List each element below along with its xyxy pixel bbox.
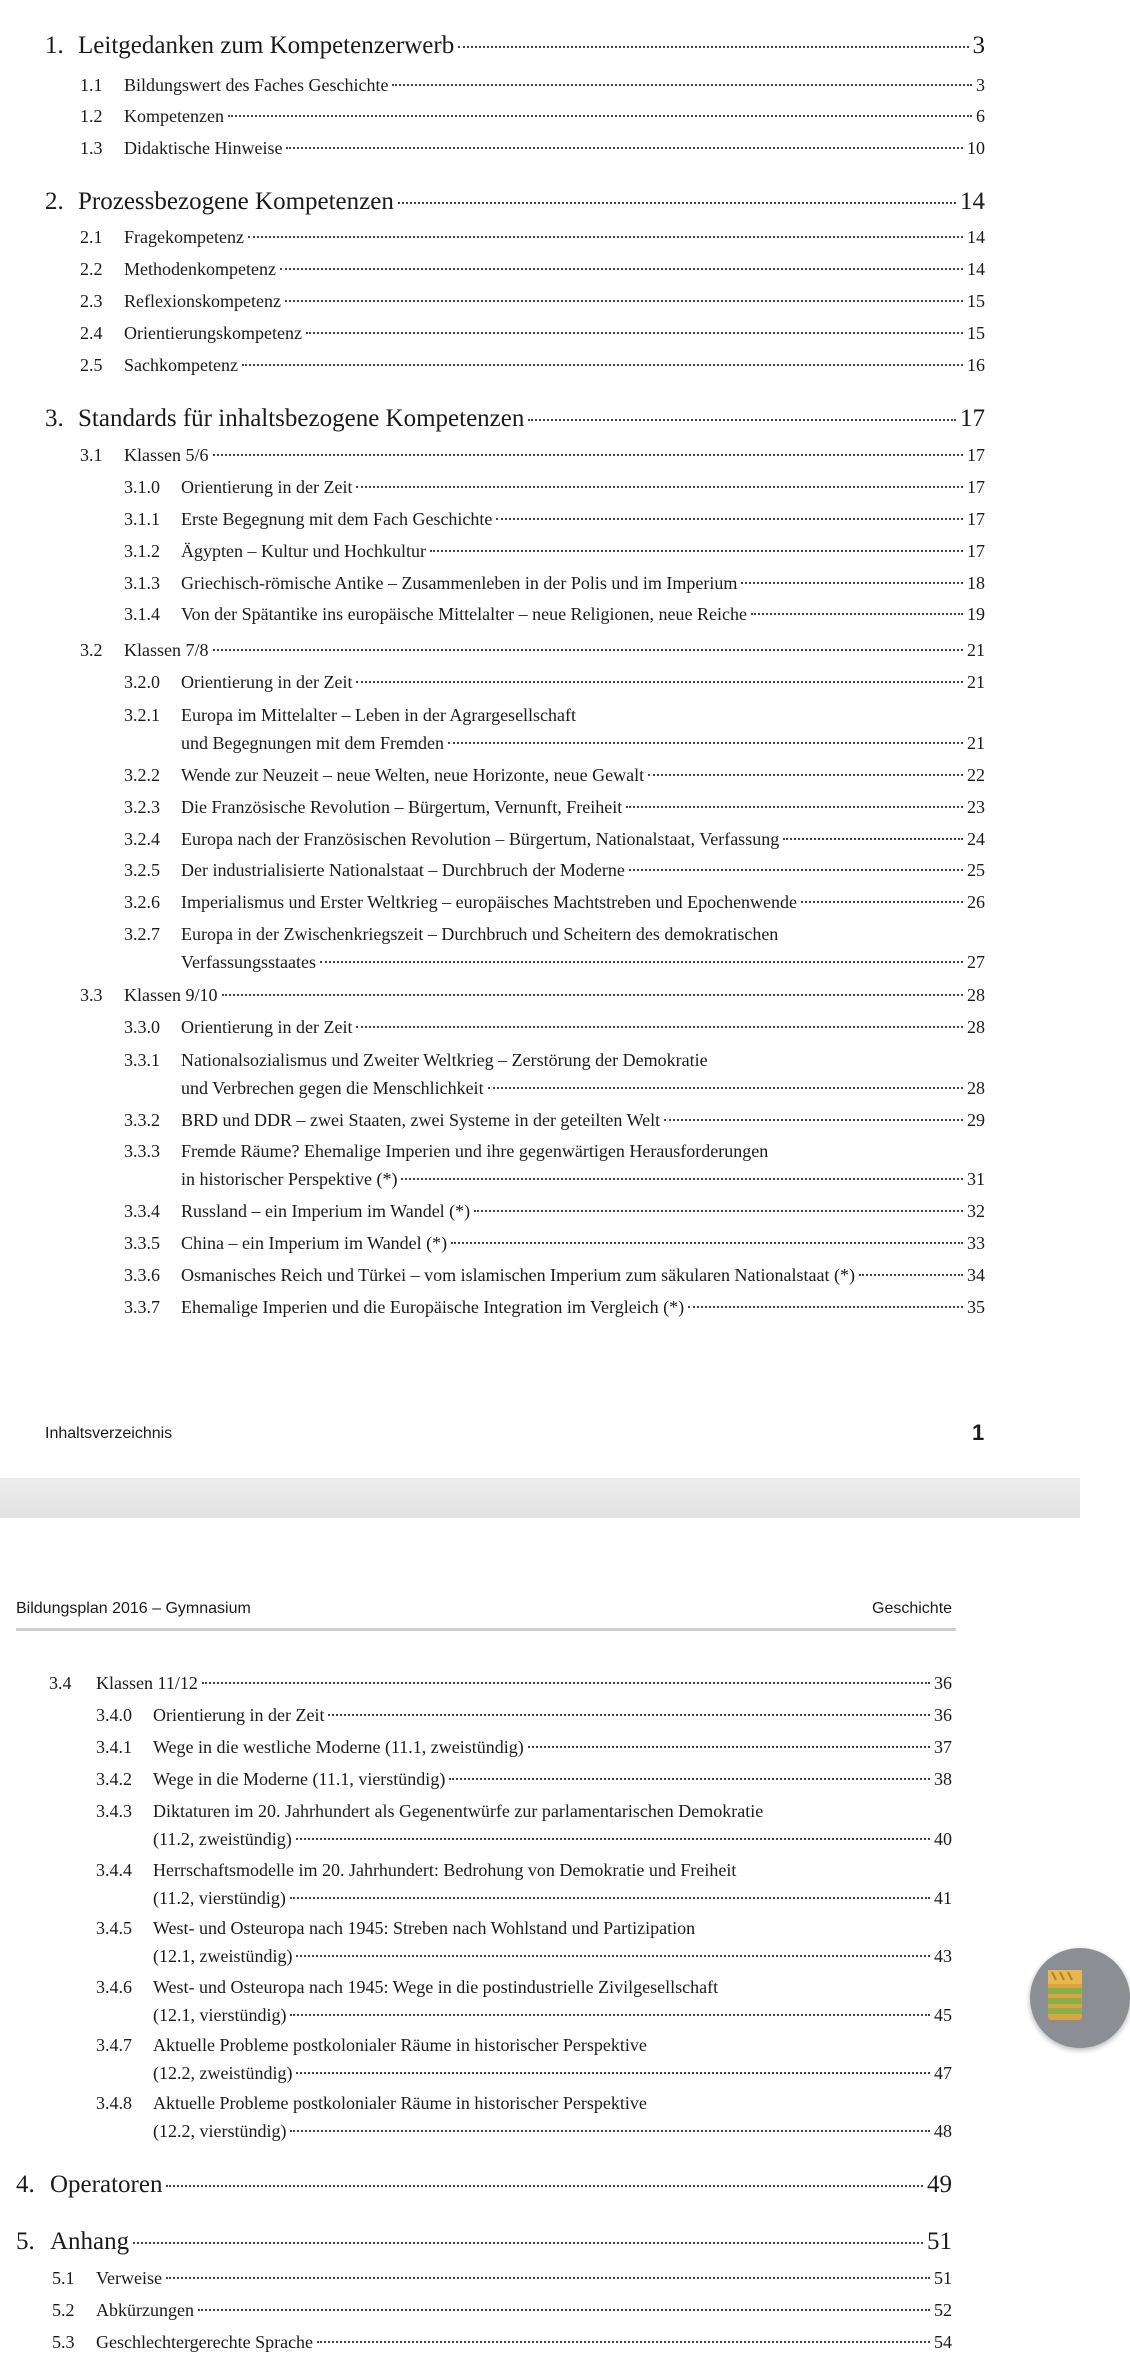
dot-leader	[290, 2130, 930, 2132]
toc-entry[interactable]	[124, 1265, 985, 1286]
dot-leader	[629, 869, 963, 871]
toc-entry-title: Reflexionskompetenz	[124, 291, 281, 311]
dot-leader	[328, 1714, 930, 1716]
toc-entry-title: Klassen 5/6	[124, 445, 209, 465]
toc-entry[interactable]	[124, 829, 985, 850]
toc-entry-number: 3.1.0	[124, 477, 160, 497]
toc-entry-number: 3.1.4	[124, 604, 160, 624]
toc-entry[interactable]	[52, 2300, 952, 2321]
toc-entry-title: Europa in der Zwischenkriegszeit – Durchbruch und Scheitern des demokratischen	[181, 924, 779, 944]
toc-entry-number: 1.1	[80, 75, 103, 95]
dot-leader	[317, 2341, 930, 2343]
toc-entry-number: 3.2.7	[124, 924, 160, 944]
toc-entry-title: Diktaturen im 20. Jahrhundert als Gegenentwürfe zur parlamentarischen Demokratie	[153, 1801, 764, 1821]
dot-leader	[449, 1778, 930, 1780]
page-footer-label: Inhaltsverzeichnis	[45, 1425, 173, 1442]
toc-entry[interactable]	[16, 2228, 952, 2256]
toc-entry[interactable]	[52, 2332, 952, 2353]
toc-entry-page: 36	[934, 1705, 952, 1725]
toc-entry-title: Russland – ein Imperium im Wandel (*)	[181, 1201, 471, 1221]
toc-entry-title-continued: und Begegnungen mit dem Fremden	[181, 733, 444, 753]
toc-entry-title: Orientierung in der Zeit	[181, 477, 353, 497]
toc-entry-continuation[interactable]	[153, 1946, 952, 1967]
dot-leader	[488, 1087, 963, 1089]
toc-entry-title-continued: (12.2, vierstündig)	[153, 2121, 287, 2141]
toc-entry[interactable]	[124, 1110, 985, 1131]
toc-entry-continuation[interactable]	[181, 733, 985, 754]
toc-entry[interactable]	[96, 1737, 952, 1758]
toc-entry-page: 17	[967, 445, 985, 465]
toc-entry[interactable]	[80, 355, 985, 376]
toc-entry-number: 3.4.3	[96, 1801, 132, 1821]
dot-leader	[290, 1897, 930, 1899]
dot-leader	[222, 994, 964, 996]
dot-leader	[202, 1682, 930, 1684]
toc-entry-number: 3.2.4	[124, 829, 160, 849]
toc-entry-title: Von der Spätantike ins europäische Mittelalter – neue Religionen, neue Reiche	[181, 604, 747, 624]
toc-entry-number: 3.3.1	[124, 1050, 160, 1070]
toc-entry[interactable]	[80, 291, 985, 312]
dot-leader	[801, 901, 963, 903]
toc-entry[interactable]	[16, 2171, 952, 2199]
toc-entry-number: 1.3	[80, 138, 103, 158]
dot-leader	[242, 364, 963, 366]
toc-entry-title: China – ein Imperium im Wandel (*)	[181, 1233, 448, 1253]
toc-entry-title: Standards für inhaltsbezogene Kompetenzen	[78, 405, 525, 432]
toc-entry-title: Verweise	[96, 2268, 162, 2288]
toc-entry-page: 21	[967, 733, 985, 753]
toc-entry-page: 14	[967, 227, 985, 247]
toc-entry-number: 3.2.0	[124, 672, 160, 692]
dot-leader	[448, 742, 963, 744]
toc-entry-page: 35	[967, 1297, 985, 1317]
toc-entry-number: 3.1.2	[124, 541, 160, 561]
toc-entry[interactable]	[80, 138, 985, 159]
toc-entry-number: 2.	[45, 188, 64, 215]
toc-entry-page: 37	[934, 1737, 952, 1757]
dot-leader	[751, 613, 963, 615]
toc-entry-number: 3.3.2	[124, 1110, 160, 1130]
toc-entry-page: 38	[934, 1769, 952, 1789]
toc-entry[interactable]	[45, 32, 985, 60]
toc-entry-title: Fremde Räume? Ehemalige Imperien und ihre gegenwärtigen Herausforderungen	[181, 1141, 769, 1161]
toc-entry[interactable]	[80, 106, 985, 127]
toc-entry-title: Orientierung in der Zeit	[153, 1705, 325, 1725]
dot-leader	[648, 774, 963, 776]
toc-entry[interactable]	[96, 1860, 952, 1881]
toc-entry-number: 2.5	[80, 355, 103, 375]
toc-entry-title: Abkürzungen	[96, 2300, 194, 2320]
toc-entry[interactable]	[124, 860, 985, 881]
dot-leader	[401, 1178, 963, 1180]
toc-entry-number: 3.3.3	[124, 1141, 160, 1161]
dot-leader	[458, 46, 968, 48]
toc-entry[interactable]	[124, 1297, 985, 1318]
toc-entry-title: Klassen 7/8	[124, 640, 209, 660]
toc-entry-number: 2.1	[80, 227, 103, 247]
toc-entry-page: 3	[976, 75, 985, 95]
toc-entry-number: 3.2.2	[124, 765, 160, 785]
dot-leader	[166, 2277, 930, 2279]
page-header-subject: Geschichte	[872, 1600, 953, 1617]
dot-leader	[664, 1119, 963, 1121]
toc-entry-page: 51	[927, 2228, 952, 2255]
toc-entry-title: Leitgedanken zum Kompetenzerwerb	[78, 32, 455, 59]
toc-entry-title: Orientierung in der Zeit	[181, 1017, 353, 1037]
dot-leader	[320, 961, 963, 963]
toc-entry-page: 3	[972, 32, 985, 59]
toc-entry-number: 5.3	[52, 2332, 75, 2352]
toc-entry-title-continued: (12.2, zweistündig)	[153, 2063, 293, 2083]
toc-entry-number: 3.3.7	[124, 1297, 160, 1317]
toc-entry-page: 54	[934, 2332, 952, 2352]
toc-entry-page: 49	[927, 2171, 952, 2198]
toc-entry-page: 22	[967, 765, 985, 785]
toc-entry-title: Herrschaftsmodelle im 20. Jahrhundert: Bedrohung von Demokratie und Freiheit	[153, 1860, 737, 1880]
dot-leader	[626, 806, 963, 808]
toc-entry[interactable]	[96, 1918, 952, 1939]
toc-entry-title: Geschlechtergerechte Sprache	[96, 2332, 314, 2352]
dot-leader	[166, 2185, 923, 2187]
toc-entry[interactable]	[96, 2093, 952, 2114]
dot-leader	[133, 2242, 923, 2244]
toc-entry[interactable]	[96, 2035, 952, 2056]
toc-entry-number: 3.4	[49, 1673, 72, 1693]
toc-entry[interactable]	[45, 405, 985, 433]
page-header-title: Bildungsplan 2016 – Gymnasium	[16, 1600, 251, 1617]
toc-entry[interactable]	[124, 509, 985, 530]
toc-entry-title: Imperialismus und Erster Weltkrieg – europäisches Machtstreben und Epochenwende	[181, 892, 798, 912]
toc-entry-page: 28	[967, 985, 985, 1005]
toc-entry-title: Prozessbezogene Kompetenzen	[78, 188, 394, 215]
toc-entry-page: 28	[967, 1017, 985, 1037]
toc-entry-number: 3.4.7	[96, 2035, 132, 2055]
toc-entry-page: 10	[967, 138, 985, 158]
toc-entry-page: 17	[960, 405, 985, 432]
toc-entry[interactable]	[96, 1769, 952, 1790]
page-number: 1	[972, 1420, 985, 1445]
toc-entry-continuation[interactable]	[153, 2121, 952, 2142]
toc-entry-page: 52	[934, 2300, 952, 2320]
toc-entry[interactable]	[124, 477, 985, 498]
dot-leader	[356, 681, 963, 683]
toc-entry-page: 19	[967, 604, 985, 624]
dot-leader	[741, 582, 963, 584]
dot-leader	[451, 1242, 963, 1244]
toc-entry-page: 27	[967, 952, 985, 972]
toc-entry[interactable]	[124, 765, 985, 786]
toc-entry[interactable]	[80, 985, 985, 1006]
dot-leader	[430, 550, 963, 552]
dot-leader	[296, 1955, 930, 1957]
toc-entry-title-continued: (11.2, zweistündig)	[153, 1829, 292, 1849]
toc-entry-page: 23	[967, 797, 985, 817]
toc-entry-page: 36	[934, 1673, 952, 1693]
page-separator	[0, 1478, 1080, 1518]
toc-entry-title: Kompetenzen	[124, 106, 224, 126]
toc-entry-page: 24	[967, 829, 985, 849]
toc-entry-number: 3.3	[80, 985, 103, 1005]
toc-entry-page: 48	[934, 2121, 952, 2141]
toc-entry-page: 40	[934, 1829, 952, 1849]
dot-leader	[290, 2014, 930, 2016]
toc-entry-continuation[interactable]	[153, 1829, 952, 1850]
toc-entry-title-continued: (12.1, zweistündig)	[153, 1946, 293, 1966]
toc-entry[interactable]	[96, 1977, 952, 1998]
dot-leader	[783, 838, 963, 840]
toc-entry-number: 3.	[45, 405, 64, 432]
toc-entry-page: 14	[960, 188, 985, 215]
toc-entry-page: 17	[967, 477, 985, 497]
floating-action-button[interactable]	[1030, 1948, 1130, 2048]
toc-entry-title: West- und Osteuropa nach 1945: Streben nach Wohlstand und Partizipation	[153, 1918, 696, 1938]
toc-entry-page: 43	[934, 1946, 952, 1966]
dot-leader	[859, 1274, 963, 1276]
toc-entry-number: 3.3.0	[124, 1017, 160, 1037]
toc-entry[interactable]	[80, 640, 985, 661]
toc-entry[interactable]	[52, 2268, 952, 2289]
toc-entry-page: 21	[967, 640, 985, 660]
toc-entry-number: 4.	[16, 2171, 35, 2198]
toc-entry-number: 3.3.6	[124, 1265, 160, 1285]
toc-entry[interactable]	[80, 323, 985, 344]
toc-entry[interactable]	[124, 705, 985, 726]
toc-entry-number: 3.4.0	[96, 1705, 132, 1725]
toc-entry-page: 26	[967, 892, 985, 912]
toc-entry-page: 16	[967, 355, 985, 375]
toc-entry-number: 2.4	[80, 323, 103, 343]
toc-entry-number: 3.1.3	[124, 573, 160, 593]
toc-entry-number: 5.	[16, 2228, 35, 2255]
toc-entry-page: 32	[967, 1201, 985, 1221]
toc-entry-title: Aktuelle Probleme postkolonialer Räume in historischer Perspektive	[153, 2093, 647, 2113]
toc-entry-number: 1.	[45, 32, 64, 59]
toc-entry-title: West- und Osteuropa nach 1945: Wege in die postindustrielle Zivilgesellschaft	[153, 1977, 719, 1997]
toc-entry-page: 14	[967, 259, 985, 279]
toc-entry-number: 3.4.1	[96, 1737, 132, 1757]
toc-entry-title: BRD und DDR – zwei Staaten, zwei Systeme in der geteilten Welt	[181, 1110, 661, 1130]
toc-entry[interactable]	[49, 1673, 952, 1694]
toc-entry[interactable]	[96, 1705, 952, 1726]
toc-entry-title: Fragekompetenz	[124, 227, 244, 247]
toc-entry-continuation[interactable]	[181, 1169, 985, 1190]
toc-entry[interactable]	[124, 541, 985, 562]
toc-entry-title: Der industrialisierte Nationalstaat – Durchbruch der Moderne	[181, 860, 625, 880]
toc-entry-title: Ehemalige Imperien und die Europäische Integration im Vergleich (*)	[181, 1297, 685, 1317]
toc-entry-title: Wege in die westliche Moderne (11.1, zweistündig)	[153, 1737, 524, 1757]
toc-entry[interactable]	[124, 892, 985, 913]
toc-entry-title: Orientierungskompetenz	[124, 323, 302, 343]
toc-entry-page: 47	[934, 2063, 952, 2083]
toc-entry-page: 17	[967, 541, 985, 561]
toc-entry-number: 3.4.6	[96, 1977, 132, 1997]
toc-entry-page: 18	[967, 573, 985, 593]
dot-leader	[392, 84, 972, 86]
toc-entry[interactable]	[124, 1050, 985, 1071]
toc-entry-page: 45	[934, 2005, 952, 2025]
toc-entry-number: 3.3.5	[124, 1233, 160, 1253]
dot-leader	[496, 518, 963, 520]
toc-entry-number: 3.3.4	[124, 1201, 160, 1221]
dot-leader	[213, 454, 964, 456]
toc-entry-title: Nationalsozialismus und Zweiter Weltkrieg – Zerstörung der Demokratie	[181, 1050, 708, 1070]
toc-entry-page: 31	[967, 1169, 985, 1189]
toc-entry-number: 3.4.4	[96, 1860, 132, 1880]
toc-entry-number: 3.4.8	[96, 2093, 132, 2113]
toc-entry[interactable]	[80, 445, 985, 466]
toc-entry-continuation[interactable]	[153, 1888, 952, 1909]
toc-entry-title: Osmanisches Reich und Türkei – vom islamischen Imperium zum säkularen Nationalstaat (*)	[181, 1265, 855, 1285]
dot-leader	[280, 268, 963, 270]
toc-entry-page: 17	[967, 509, 985, 529]
toc-entry-title-continued: und Verbrechen gegen die Menschlichkeit	[181, 1078, 484, 1098]
dot-leader	[296, 2072, 930, 2074]
toc-entry-continuation[interactable]	[153, 2063, 952, 2084]
toc-entry-number: 2.2	[80, 259, 103, 279]
dot-leader	[228, 115, 972, 117]
toc-entry-number: 5.1	[52, 2268, 75, 2288]
toc-entry[interactable]	[124, 672, 985, 693]
dot-leader	[285, 300, 963, 302]
dot-leader	[198, 2309, 930, 2311]
dot-leader	[528, 419, 956, 421]
toc-entry-title: Methodenkompetenz	[124, 259, 276, 279]
toc-entry[interactable]	[96, 1801, 952, 1822]
toc-entry[interactable]	[124, 797, 985, 818]
toc-entry-title: Europa nach der Französischen Revolution – Bürgertum, Nationalstaat, Verfassung	[181, 829, 780, 849]
toc-page-2	[0, 1518, 1080, 2352]
toc-entry[interactable]	[80, 259, 985, 280]
toc-entry-title: Griechisch-römische Antike – Zusammenleben in der Polis und im Imperium	[181, 573, 738, 593]
toc-entry[interactable]	[80, 75, 985, 96]
dot-leader	[286, 147, 963, 149]
toc-entry-title-continued: (11.2, vierstündig)	[153, 1888, 286, 1908]
dot-leader	[528, 1746, 930, 1748]
dot-leader	[306, 332, 963, 334]
toc-entry-title: Anhang	[50, 2228, 130, 2255]
toc-entry-page: 21	[967, 672, 985, 692]
toc-entry[interactable]	[124, 604, 985, 625]
toc-entry[interactable]	[124, 1141, 985, 1162]
toc-entry-continuation[interactable]	[181, 1078, 985, 1099]
dot-leader	[356, 1026, 963, 1028]
toc-entry-title: Europa im Mittelalter – Leben in der Agrargesellschaft	[181, 705, 577, 725]
toc-entry-title: Erste Begegnung mit dem Fach Geschichte	[181, 509, 493, 529]
toc-entry-title-continued: Verfassungsstaates	[181, 952, 316, 972]
toc-entry-title: Klassen 9/10	[124, 985, 218, 1005]
toc-entry-page: 34	[967, 1265, 985, 1285]
toc-entry-number: 5.2	[52, 2300, 75, 2320]
dot-leader	[296, 1838, 930, 1840]
toc-entry-number: 3.2	[80, 640, 103, 660]
toc-entry-number: 3.1	[80, 445, 103, 465]
toc-entry-title: Didaktische Hinweise	[124, 138, 283, 158]
toc-entry-number: 1.2	[80, 106, 103, 126]
toc-entry-number: 3.1.1	[124, 509, 160, 529]
toc-entry-title-continued: in historischer Perspektive (*)	[181, 1169, 398, 1189]
toc-entry-page: 51	[934, 2268, 952, 2288]
toc-entry-title: Wende zur Neuzeit – neue Welten, neue Horizonte, neue Gewalt	[181, 765, 645, 785]
toc-entry[interactable]	[124, 924, 985, 945]
toc-entry[interactable]	[124, 1201, 985, 1222]
dot-leader	[356, 486, 963, 488]
dot-leader	[474, 1210, 963, 1212]
toc-entry-title: Orientierung in der Zeit	[181, 672, 353, 692]
toc-entry-page: 41	[934, 1888, 952, 1908]
toc-entry-number: 3.2.3	[124, 797, 160, 817]
toc-entry-page: 6	[976, 106, 985, 126]
dot-leader	[248, 236, 963, 238]
toc-entry-title: Aktuelle Probleme postkolonialer Räume in historischer Perspektive	[153, 2035, 647, 2055]
toc-entry-page: 25	[967, 860, 985, 880]
toc-entry-number: 2.3	[80, 291, 103, 311]
dot-leader	[688, 1306, 963, 1308]
toc-entry-number: 3.2.6	[124, 892, 160, 912]
toc-entry-number: 3.2.5	[124, 860, 160, 880]
toc-entry[interactable]	[124, 573, 985, 594]
toc-entry-title: Klassen 11/12	[96, 1673, 198, 1693]
toc-entry-title: Ägypten – Kultur und Hochkultur	[181, 541, 426, 561]
header-divider	[16, 1628, 956, 1631]
toc-entry-title: Die Französische Revolution – Bürgertum, Vernunft, Freiheit	[181, 797, 623, 817]
toc-entry-title: Bildungswert des Faches Geschichte	[124, 75, 389, 95]
toc-entry-page: 28	[967, 1078, 985, 1098]
toc-entry[interactable]	[80, 227, 985, 248]
book-stack-icon	[1048, 1970, 1082, 2020]
toc-entry-page: 29	[967, 1110, 985, 1130]
toc-entry-title-continued: (12.1, vierstündig)	[153, 2005, 287, 2025]
toc-entry[interactable]	[124, 1233, 985, 1254]
dot-leader	[398, 202, 956, 204]
toc-entry-continuation[interactable]	[181, 952, 985, 973]
toc-entry-page: 15	[967, 291, 985, 311]
toc-entry-page: 33	[967, 1233, 985, 1253]
toc-entry-title: Sachkompetenz	[124, 355, 238, 375]
toc-entry-page: 15	[967, 323, 985, 343]
toc-entry-number: 3.2.1	[124, 705, 160, 725]
toc-entry-number: 3.4.5	[96, 1918, 132, 1938]
toc-entry[interactable]	[45, 188, 985, 216]
toc-entry-number: 3.4.2	[96, 1769, 132, 1789]
toc-entry[interactable]	[124, 1017, 985, 1038]
toc-entry-continuation[interactable]	[153, 2005, 952, 2026]
toc-entry-title: Wege in die Moderne (11.1, vierstündig)	[153, 1769, 446, 1789]
dot-leader	[213, 649, 964, 651]
toc-entry-title: Operatoren	[50, 2171, 163, 2198]
